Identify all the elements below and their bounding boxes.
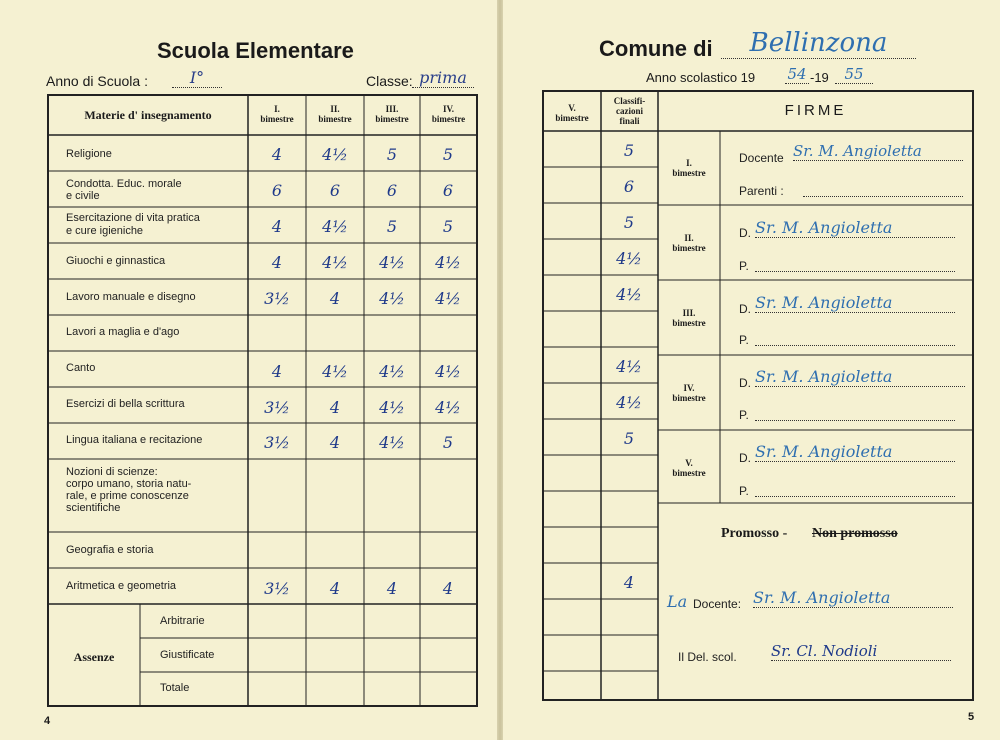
grade-cell: 4 [271,217,283,236]
grade-cell: 4½ [379,398,405,417]
final-grade: 4 [623,573,635,592]
subject-name: Lavori a maglia e d'ago [66,326,180,338]
subject-name: Religione [66,148,112,160]
final-grade: 5 [623,213,635,232]
subject-column-header: Materie d' insegnamento [84,108,212,122]
subject-name: Canto [66,362,96,374]
final-grade: 4½ [616,393,642,412]
subject-name: Lavoro manuale e disegno [66,291,196,303]
docente-signature: Sr. M. Angioletta [755,442,955,462]
docente-signature: Sr. M. Angioletta [793,142,963,161]
d-label: D. [739,302,751,316]
page-number: 4 [44,715,51,727]
p-label: P. [739,408,749,422]
grade-cell: 6 [329,181,341,200]
grade-cell: 4 [271,362,283,381]
page-number: 5 [968,711,975,723]
grade-cell: 4½ [435,253,461,272]
grade-cell: 4 [386,579,398,598]
grade-cell: 4½ [322,145,348,164]
grade-cell: 4½ [379,433,405,452]
bimestre-label-1: I. bimestre [672,158,706,178]
docente-signature: Sr. M. Angioletta [755,218,955,238]
grade-cell: 5 [386,145,398,164]
anno-start: 54 [785,65,809,84]
parenti-label: Parenti : [739,184,784,198]
final-grade: 6 [623,177,635,196]
grade-cell: 3½ [264,579,290,598]
grade-cell: 4 [271,253,283,272]
docente-signature: Sr. M. Angioletta [755,367,965,387]
grade-cell: 4½ [379,362,405,381]
grade-cell: 3½ [264,433,290,452]
bimestre-label-3: III. bimestre [672,308,706,328]
bimestre-header-2: II. bimestre [318,104,352,124]
d-label: D. [739,226,751,240]
bimestre-header-1: I. bimestre [260,104,294,124]
grade-cell: 5 [442,145,454,164]
grade-cell: 5 [386,217,398,236]
bimestre-header-3: III. bimestre [375,104,409,124]
grade-cell: 4 [442,579,454,598]
final-grade: 5 [623,141,635,160]
la-prefix: La [667,592,688,611]
subject-name: Condotta. Educ. morale e civile [66,178,182,202]
p-label: P. [739,484,749,498]
bimestre-header-4: IV. bimestre [431,104,466,124]
grade-cell: 4½ [435,362,461,381]
classe-label: Classe: [366,73,413,89]
p-label: P. [739,259,749,273]
left-page [0,0,497,740]
assenze-row-label: Giustificate [160,649,215,661]
final-grade: 4½ [616,249,642,268]
anno-label: Anno di Scuola : [46,73,148,89]
grade-cell: 4 [329,398,341,417]
subject-name: Nozioni di scienze: corpo umano, storia natu- rale, e prime conoscenze scientifiche [66,466,192,514]
del-scol-label: Il Del. scol. [678,650,737,664]
grade-cell: 4 [329,433,341,452]
grade-cell: 6 [386,181,398,200]
anno-end: 55 [835,65,873,84]
final-grade: 4½ [616,357,642,376]
bimestre-label-4: IV. bimestre [672,383,706,403]
grade-cell: 4½ [435,398,461,417]
docente-label: Docente [739,151,784,165]
grade-cell: 4½ [435,289,461,308]
subject-name: Giuochi e ginnastica [66,255,166,267]
grade-cell: 4 [271,145,283,164]
bimestre-label-5: V. bimestre [672,458,706,478]
grade-cell: 5 [442,433,454,452]
p-line [755,345,955,346]
school-title: Scuola Elementare [157,38,354,63]
docente-final-label: Docente: [693,597,742,611]
final-grade: 4½ [616,285,642,304]
anno-value: I° [172,68,222,88]
subject-name: Aritmetica e geometria [66,580,177,592]
grade-cell: 4½ [322,217,348,236]
grade-cell: 6 [442,181,454,200]
anno-scolastico-label: Anno scolastico 19 [646,70,756,85]
grade-cell: 4½ [379,289,405,308]
assenze-row-label: Totale [160,682,190,694]
d-label: D. [739,376,751,390]
assenze-label: Assenze [73,650,115,664]
subject-name: Esercitazione di vita pratica e cure igieniche [66,212,200,237]
comune-value: Bellinzona [721,28,916,59]
docente-final-signature: Sr. M. Angioletta [753,588,953,608]
subject-name: Esercizi di bella scrittura [66,398,185,410]
classificazioni-header: Classifi- cazioni finali [613,96,646,126]
right-page [503,0,1000,740]
bimestre-label-2: II. bimestre [672,233,706,253]
final-grade: 5 [623,429,635,448]
parenti-line [803,196,963,197]
classe-value: prima [412,68,474,88]
anno-mid-label: -19 [810,70,829,85]
grade-cell: 4½ [379,253,405,272]
docente-signature: Sr. M. Angioletta [755,293,955,313]
grade-cell: 4½ [322,362,348,381]
subject-name: Geografia e storia [66,544,154,556]
d-label: D. [739,451,751,465]
grade-cell: 3½ [264,398,290,417]
subject-name: Lingua italiana e recitazione [66,434,203,446]
p-line [755,420,955,421]
comune-label: Comune di [599,36,713,61]
grade-cell: 4 [329,579,341,598]
grade-cell: 6 [271,181,283,200]
grade-cell: 4½ [322,253,348,272]
p-line [755,496,955,497]
v-bimestre-header: V. bimestre [555,103,589,123]
p-label: P. [739,333,749,347]
del-scol-signature: Sr. Cl. Nodioli [771,642,951,661]
grade-cell: 5 [442,217,454,236]
assenze-row-label: Arbitrarie [160,615,205,627]
grade-cell: 4 [329,289,341,308]
firme-header: FIRME [784,102,847,119]
non-promosso-label: Non promosso [812,526,898,541]
grade-cell: 3½ [264,289,290,308]
promosso-label: Promosso - [721,526,788,541]
p-line [755,271,955,272]
